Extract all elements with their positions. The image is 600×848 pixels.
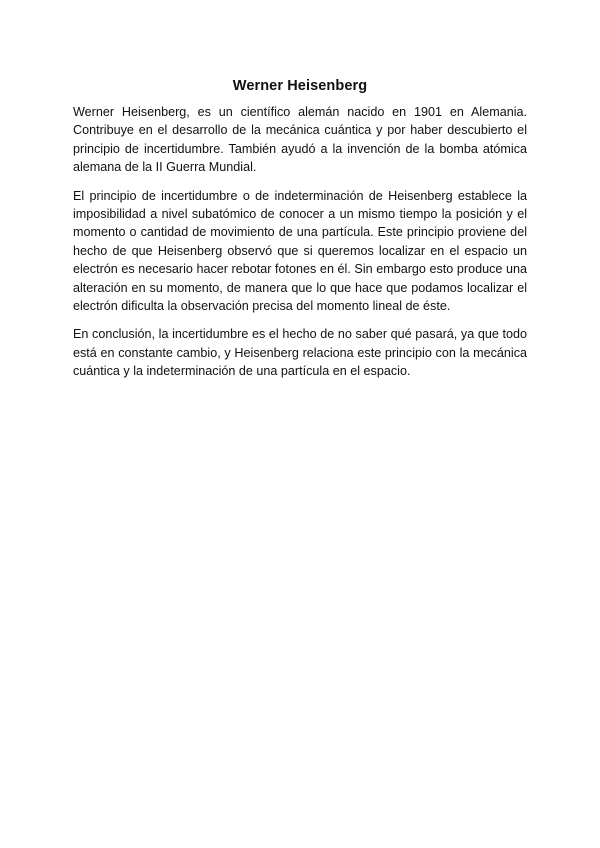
paragraph-introduction: Werner Heisenberg, es un científico alemán nacido en 1901 en Alemania. Contribuye en el desarrollo de la mecánica cuántica y por haber descubierto el principio de incertidumbre. También ayudó a la invención de la bomba atómica alemana de la II Guerra Mundial.: [73, 105, 527, 175]
document-title: Werner Heisenberg: [232, 78, 368, 94]
document-body: [73, 77, 527, 391]
paragraph-uncertainty-principle: El principio de incertidumbre o de indeterminación de Heisenberg establece la imposibilidad a nivel subatómico de conocer a un mismo tiempo la posición y el momento o cantidad de movimiento de una partícula. Este principio proviene del hecho de que Heisenberg observó que si queremos localizar en el espacio un electrón es necesario hacer rebotar fotones en él. Sin embargo esto produce una alteración en su momento, de manera que lo que hace que podamos localizar el electrón dificulta la observación precisa del momento lineal de éste.: [73, 188, 527, 314]
paragraph-conclusion: En conclusión, la incertidumbre es el hecho de no saber qué pasará, ya que todo está en constante cambio, y Heisenberg relaciona este principio con la mecánica cuántica y la indeterminación de una partícula en el espacio.: [73, 327, 527, 379]
